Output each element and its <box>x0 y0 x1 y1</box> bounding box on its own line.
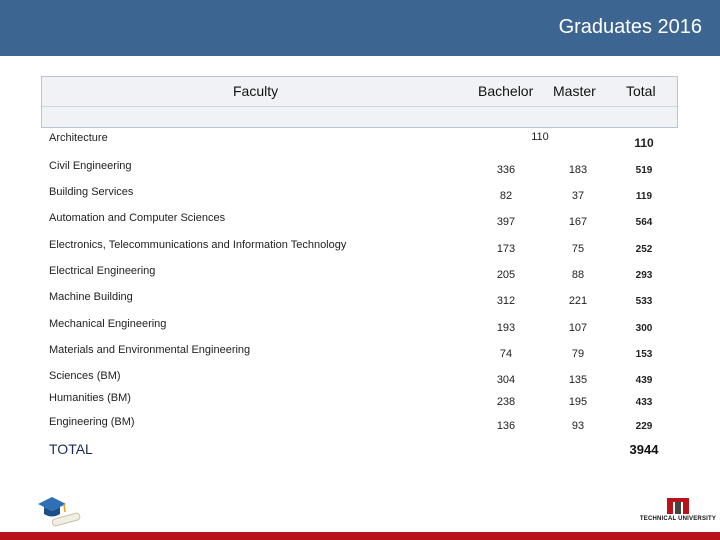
table-header-row <box>41 76 678 107</box>
table-row <box>41 316 678 340</box>
graduation-cap-icon <box>34 492 84 528</box>
table-row <box>41 130 678 154</box>
total-value-cell: 519 <box>635 165 653 176</box>
table-row <box>41 414 678 438</box>
table-row <box>41 237 678 261</box>
column-header-faculty: Faculty <box>233 83 279 99</box>
bachelor-value: 238 <box>496 396 516 408</box>
page-title: Graduates 2016 <box>558 16 702 38</box>
master-value: 195 <box>568 396 588 408</box>
total-value-cell: 300 <box>635 323 653 334</box>
faculty-name: Electronics, Telecommunications and Information Technology <box>49 239 347 251</box>
master-value: 107 <box>568 322 588 334</box>
bachelor-value: 397 <box>496 216 516 228</box>
table-row <box>41 184 678 208</box>
table-row <box>41 368 678 392</box>
table-row <box>41 289 678 313</box>
master-value: 88 <box>571 269 585 281</box>
total-value-cell: 153 <box>635 349 653 360</box>
total-value-cell: 229 <box>635 421 653 432</box>
column-header-master: Master <box>553 83 596 99</box>
bachelor-value: 193 <box>496 322 516 334</box>
bachelor-value: 304 <box>496 374 516 386</box>
master-value: 93 <box>571 420 585 432</box>
faculty-name: Engineering (BM) <box>49 416 135 428</box>
faculty-name: Machine Building <box>49 291 133 303</box>
table-row <box>41 210 678 234</box>
master-value: 167 <box>568 216 588 228</box>
total-value-cell: 252 <box>635 244 653 255</box>
total-value: 3944 <box>629 442 659 457</box>
total-value-cell: 110 <box>634 136 654 150</box>
master-value: 75 <box>571 243 585 255</box>
master-value: 37 <box>571 190 585 202</box>
table-spacer-row <box>41 107 678 128</box>
total-label: TOTAL <box>49 441 93 457</box>
header-bar <box>0 0 720 56</box>
table-row <box>41 390 678 414</box>
bachelor-value: 312 <box>496 295 516 307</box>
total-value-cell: 119 <box>635 191 653 202</box>
bachelor-value: 336 <box>496 164 516 176</box>
bachelor-master-merged-value: 110 <box>531 131 549 143</box>
total-value-cell: 439 <box>635 375 653 386</box>
total-value-cell: 293 <box>635 270 653 281</box>
table-row <box>41 342 678 366</box>
bachelor-value: 82 <box>499 190 513 202</box>
master-value: 79 <box>571 348 585 360</box>
column-header-total: Total <box>626 83 656 99</box>
faculty-name: Sciences (BM) <box>49 370 121 382</box>
bottom-accent-stripe <box>0 532 720 540</box>
bachelor-value: 136 <box>496 420 516 432</box>
master-value: 135 <box>568 374 588 386</box>
faculty-name: Architecture <box>49 132 108 144</box>
total-value-cell: 564 <box>635 217 653 228</box>
bachelor-value: 205 <box>496 269 516 281</box>
faculty-name: Civil Engineering <box>49 160 132 172</box>
total-value-cell: 533 <box>635 296 653 307</box>
table-row <box>41 263 678 287</box>
faculty-name: Electrical Engineering <box>49 265 156 277</box>
faculty-name: Materials and Environmental Engineering <box>49 344 251 356</box>
bachelor-value: 173 <box>496 243 516 255</box>
faculty-name: Automation and Computer Sciences <box>49 212 226 224</box>
bachelor-value: 74 <box>499 348 513 360</box>
master-value: 183 <box>568 164 588 176</box>
column-header-bachelor: Bachelor <box>478 83 534 99</box>
table-row <box>41 158 678 182</box>
faculty-name: Mechanical Engineering <box>49 318 167 330</box>
total-value-cell: 433 <box>635 397 653 408</box>
university-name: TECHNICAL UNIVERSITY <box>639 516 717 522</box>
master-value: 221 <box>568 295 588 307</box>
university-logo-icon <box>636 496 720 528</box>
faculty-name: Humanities (BM) <box>49 392 131 404</box>
graduates-table <box>41 76 678 462</box>
faculty-name: Building Services <box>49 186 134 198</box>
